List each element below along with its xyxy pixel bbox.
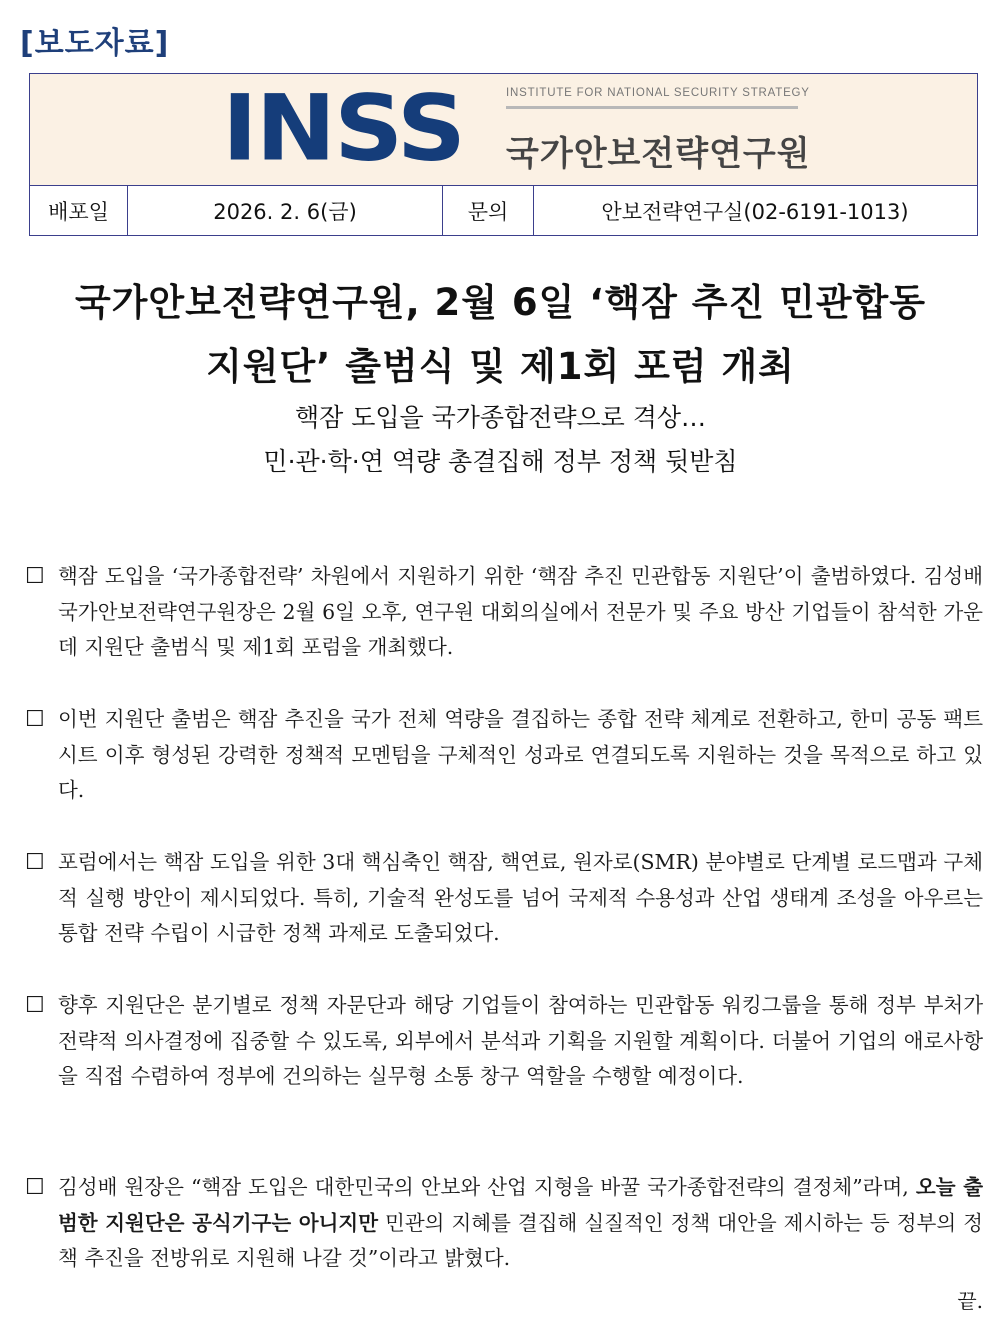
contact-value: 안보전략연구실(02-6191-1013) xyxy=(601,200,909,224)
checkbox-bullet-icon: ☐ xyxy=(25,707,45,732)
paragraph-3 xyxy=(25,845,983,952)
info-row xyxy=(30,186,977,236)
paragraph-text: 향후 지원단은 분기별로 정책 자문단과 해당 기업들이 참여하는 민관합동 워킹그룹을 통해 정부 부처가 전략적 의사결정에 집중할 수 있도록, 외부에서 분석과 기획을 지원할 계획이다. 더불어 기업의 애로사항을 직접 수렴하여 정부에 건의하는 실무형 소통 창구 역할을 수행할 예정이다. xyxy=(58,993,983,1088)
headline-line-2: 지원단’ 출범식 및 제1회 포럼 개최 xyxy=(206,345,795,388)
date-value: 2026. 2. 6(금) xyxy=(128,186,443,236)
paragraph-text: 포럼에서는 핵잠 도입을 위한 3대 핵심축인 핵잠, 핵연료, 원자로(SMR) 분야별로 단계별 로드맵과 구체적 실행 방안이 제시되었다. 특히, 기술적 완성도를 넘어 국제적 수용성과 산업 생태계 조성을 아우르는 통합 전략 수립이 시급한 정책 과제로 도출되었다. xyxy=(58,850,983,945)
contact-label: 문의 xyxy=(443,186,534,236)
headline-line-1: 국가안보전략연구원, 2월 6일 ‘핵잠 추진 민관합동 xyxy=(74,281,927,324)
paragraph-text-before: 김성배 원장은 “핵잠 도입은 대한민국의 안보와 산업 지형을 바꿀 국가종합전략의 결정체”라며, xyxy=(58,1175,916,1199)
banner-divider xyxy=(506,106,798,109)
inss-banner xyxy=(30,74,977,186)
end-mark: 끝. xyxy=(957,1289,983,1313)
checkbox-bullet-icon: ☐ xyxy=(25,850,45,875)
paragraph-5 xyxy=(25,1170,984,1277)
paragraph-2 xyxy=(25,702,983,809)
paragraph-text: 이번 지원단 출범은 핵잠 추진을 국가 전체 역량을 결집하는 종합 전략 체계로 전환하고, 한미 공동 팩트시트 이후 형성된 강력한 정책적 모멘텀을 구체적인 성과로 연결되도록 지원하는 것을 목적으로 하고 있다. xyxy=(58,707,983,802)
checkbox-bullet-icon: ☐ xyxy=(25,993,45,1018)
subtitle-line-2: 민·관·학·연 역량 총결집해 정부 정책 뒷받침 xyxy=(263,447,738,476)
inss-logo: INSS xyxy=(222,74,465,182)
paragraph-text: 핵잠 도입을 ‘국가종합전략’ 차원에서 지원하기 위한 ‘핵잠 추진 민관합동 지원단’이 출범하였다. 김성배 국가안보전략연구원장은 2월 6일 오후, 연구원 대회의실에서 전문가 및 주요 방산 기업들이 참석한 가운데 지원단 출범식 및 제1회 포럼을 개최했다. xyxy=(58,564,983,659)
paragraph-bold-text: 오늘 출범한 지원단은 공식기구는 아니지만 xyxy=(58,1175,984,1235)
checkbox-bullet-icon: ☐ xyxy=(25,564,45,589)
date-label: 배포일 xyxy=(30,186,128,236)
paragraph-4 xyxy=(25,988,983,1095)
institute-name-ko: 국가안보전략연구원 xyxy=(506,134,811,174)
paragraph-text-after: 민관의 지혜를 결집해 실질적인 정책 대안을 제시하는 등 정부의 정책 추진을 전방위로 지원해 나갈 것”이라고 밝혔다. xyxy=(58,1210,983,1270)
header-box xyxy=(29,73,978,236)
press-release-tag: [보도자료] xyxy=(20,26,170,61)
checkbox-bullet-icon: ☐ xyxy=(25,1175,45,1200)
institute-name-en: INSTITUTE FOR NATIONAL SECURITY STRATEGY xyxy=(506,87,810,99)
paragraph-1 xyxy=(25,559,983,666)
subtitle-line-1: 핵잠 도입을 국가종합전략으로 격상… xyxy=(294,403,707,432)
